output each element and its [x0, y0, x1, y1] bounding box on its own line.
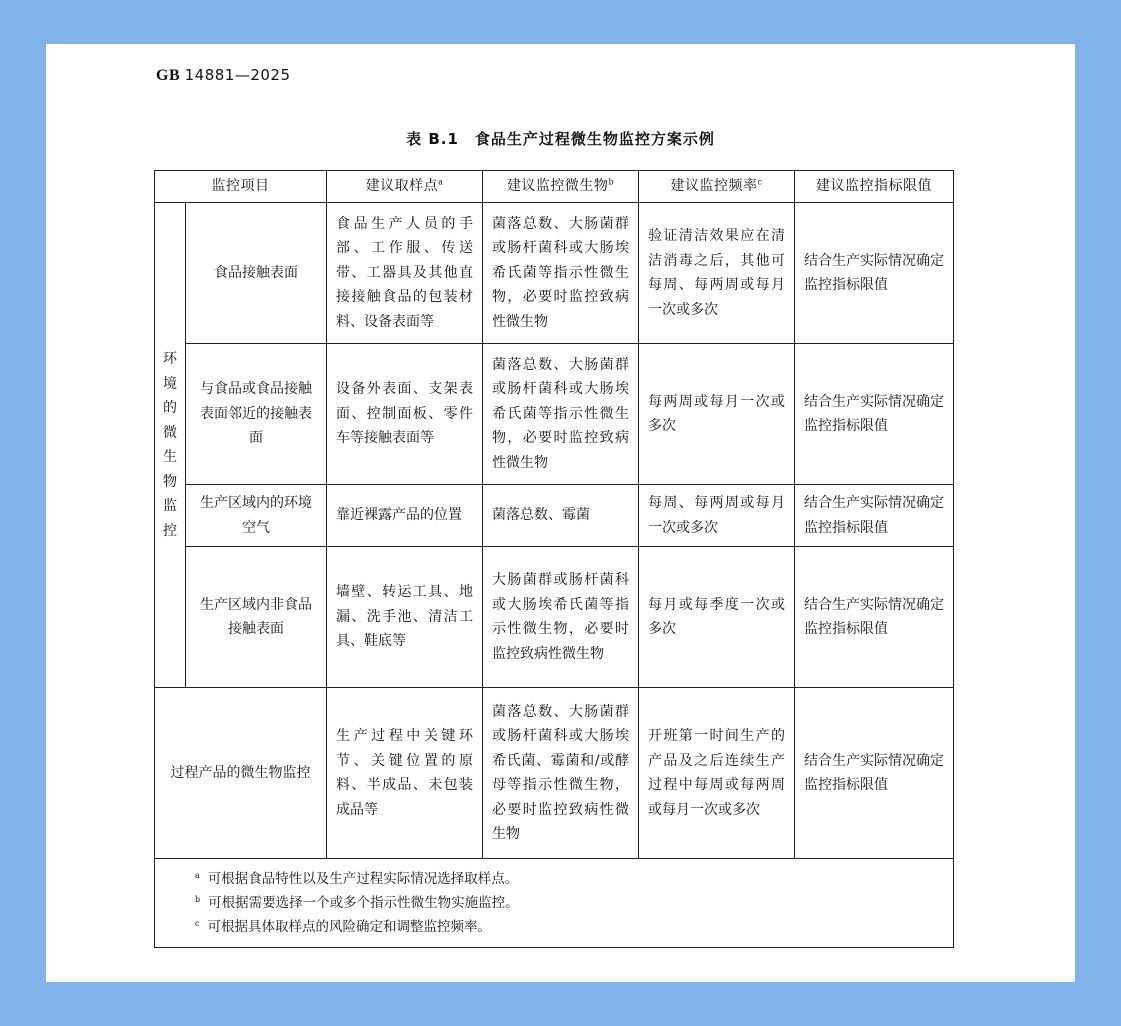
table-title: 表 B.1 食品生产过程微生物监控方案示例 — [406, 130, 715, 148]
table-row — [155, 547, 954, 688]
footnote-mark: c — [757, 177, 763, 187]
cell-item: 与食品或食品接触表面邻近的接触表面 — [186, 344, 327, 485]
header-limit: 建议监控指标限值 — [795, 171, 954, 203]
cell-points: 靠近裸露产品的位置 — [327, 485, 483, 547]
cell-item: 过程产品的微生物监控 — [155, 688, 327, 859]
footnote-a: $^a$ 可根据食品特性以及生产过程实际情况选择取样点。 — [195, 870, 519, 887]
cell-limit: 结合生产实际情况确定监控指标限值 — [795, 203, 954, 344]
cell-item: 生产区域内非食品接触表面 — [186, 547, 327, 688]
footnotes — [155, 859, 954, 948]
footnote-mark: b — [608, 177, 615, 187]
standard-code: 14881—2025 — [184, 66, 291, 84]
table-row — [155, 688, 954, 859]
cell-microbes: 菌落总数、霉菌 — [483, 485, 639, 547]
table-row — [155, 344, 954, 485]
cell-points: 墙壁、转运工具、地漏、洗手池、清洁工具、鞋底等 — [327, 547, 483, 688]
cell-limit: 结合生产实际情况确定监控指标限值 — [795, 485, 954, 547]
standard-prefix: GB — [156, 67, 181, 84]
cell-frequency: 开班第一时间生产的产品及之后连续生产过程中每周或每两周或每月一次或多次 — [639, 688, 795, 859]
cell-limit: 结合生产实际情况确定监控指标限值 — [795, 688, 954, 859]
cell-item: 食品接触表面 — [186, 203, 327, 344]
cell-microbes: 菌落总数、大肠菌群或肠杆菌科或大肠埃希氏菌等指示性微生物，必要时监控致病性微生物 — [483, 203, 639, 344]
cell-points: 生产过程中关键环节、关键位置的原料、半成品、未包装成品等 — [327, 688, 483, 859]
footnote-row — [155, 859, 954, 948]
table-header-row — [155, 171, 954, 203]
header-item: 监控项目 — [155, 171, 327, 203]
cell-microbes: 菌落总数、大肠菌群或肠杆菌科或大肠埃希氏菌、霉菌和/或酵母等指示性微生物，必要时监控致病性微生物 — [483, 688, 639, 859]
footnote-c: $^c$ 可根据具体取样点的风险确定和调整监控频率。 — [195, 918, 491, 935]
cell-frequency: 验证清洁效果应在清洁消毒之后，其他可每周、每两周或每月一次或多次 — [639, 203, 795, 344]
cell-item: 生产区域内的环境空气 — [186, 485, 327, 547]
cell-points: 设备外表面、支架表面、控制面板、零件车等接触表面等 — [327, 344, 483, 485]
table-row — [155, 485, 954, 547]
cell-frequency: 每周、每两周或每月一次或多次 — [639, 485, 795, 547]
cell-limit: 结合生产实际情况确定监控指标限值 — [795, 547, 954, 688]
cell-microbes: 菌落总数、大肠菌群或肠杆菌科或大肠埃希氏菌等指示性微生物，必要时监控致病性微生物 — [483, 344, 639, 485]
cell-points: 食品生产人员的手部、工作服、传送带、工器具及其他直接接触食品的包装材料、设备表面等 — [327, 203, 483, 344]
monitoring-plan-table — [154, 170, 954, 948]
cell-frequency: 每两周或每月一次或多次 — [639, 344, 795, 485]
document-header — [156, 66, 291, 85]
cell-limit: 结合生产实际情况确定监控指标限值 — [795, 344, 954, 485]
footnote-mark: a — [438, 177, 444, 187]
document-page — [46, 44, 1075, 982]
header-points: 建议取样点$^a$ — [327, 171, 483, 203]
footnote-b: $^b$ 可根据需要选择一个或多个指示性微生物实施监控。 — [195, 894, 519, 911]
header-microbes: 建议监控微生物$^b$ — [483, 171, 639, 203]
cell-microbes: 大肠菌群或肠杆菌科或大肠埃希氏菌等指示性微生物，必要时监控致病性微生物 — [483, 547, 639, 688]
table-row — [155, 203, 954, 344]
cell-frequency: 每月或每季度一次或多次 — [639, 547, 795, 688]
group-label-env: 环 境 的 微 生 物 监 控 — [155, 203, 186, 688]
header-frequency: 建议监控频率$^c$ — [639, 171, 795, 203]
